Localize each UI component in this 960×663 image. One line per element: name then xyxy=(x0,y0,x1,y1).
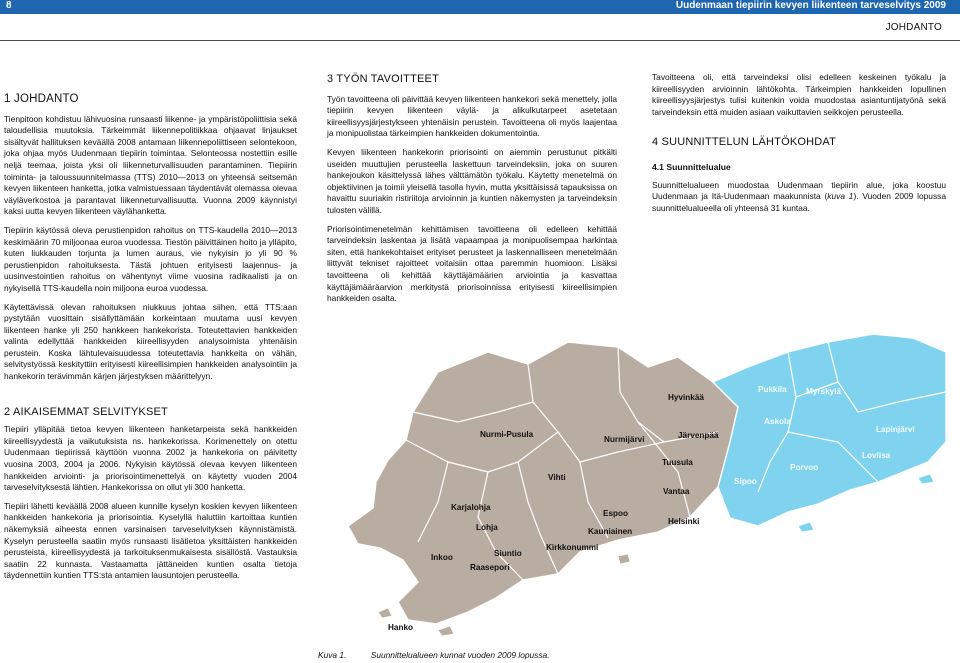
section-3-heading: 3 TYÖN TAVOITTEET xyxy=(327,73,439,85)
section-4-heading: 4 SUUNNITTELUN LÄHTÖKOHDAT xyxy=(652,136,837,149)
caption-text: Suunnittelualueen kunnat vuoden 2009 lopussa. xyxy=(370,650,550,660)
page-number: 8 xyxy=(6,0,12,11)
caption-label: Kuva 1. xyxy=(318,650,347,660)
place-label: Nurmi-Pusula xyxy=(480,430,534,439)
document-title: Uudenmaan tiepiirin kevyen liikenteen tarveselvitys 2009 xyxy=(675,0,946,11)
section-3-paragraph-2: Kevyen liikenteen hankekorin priorisointi on aiemmin perustunut pitkälti useiden muuttujien perusteella laskettuun tarveindeksiin, joka on suuren hankejoukon käsittelyssä lähes välttämätön työkalu. Käytetty menetelmä on objektiivinen ja toimii yleisellä tasolla hyvin, mutta yksittäisissä tapauksissa on havaittu suuriakin ristiriitoja arvioinnin ja kuntien näkemysten ja tarveindeksin tulosten välillä. xyxy=(327,146,617,215)
place-label: Inkoo xyxy=(431,553,453,562)
section-label: JOHDANTO xyxy=(885,22,942,33)
place-label: Raasepori xyxy=(470,563,510,572)
place-label: Kirkkonummi xyxy=(546,543,599,552)
place-label: Porvoo xyxy=(790,463,819,472)
place-label: Vihti xyxy=(548,473,566,482)
place-label: Helsinki xyxy=(668,517,700,526)
place-label: Myrskylä xyxy=(806,387,842,396)
section-3-paragraph-3: Priorisointimenetelmän kehittämisen tavoitteena oli edelleen kehittää tarveindeksin laskentaa ja lisätä vapaampaa ja monipuolisempaa harkintaa siten, että hankekohtaiset erityiset perusteet ja laskennalliseen menetelmään liittyvät tekniset rajoitteet voitaisiin ottaa paremmin huomioon. Lisäksi tavoitteena oli kehittää käyttäjämäärien arviointia ja kasvattaa käyttäjämääräarvion merkitystä priorisoinnissa erityisesti kiireellisimpien hankkeiden osalta. xyxy=(327,223,617,304)
figure-reference: kuva 1 xyxy=(827,191,854,202)
column-left xyxy=(4,94,297,582)
place-label: Kauniainen xyxy=(588,527,633,536)
place-label: Hyvinkää xyxy=(668,393,704,402)
column-3-paragraph-1: Tavoitteena oli, että tarveindeksi olisi edelleen keskeinen työkalu ja kiireellisyyden arvioinnin lähtökohta. Tärkeimpien hankkeiden lopullinen kiireellisyysjärjestys tulisi kuitenkin voida muodostaa asiantuntijatyönä sekä tarveindeksin että muiden asiaan vaikuttavien seikkojen perusteella. xyxy=(652,72,946,117)
place-label: Lohja xyxy=(476,523,498,532)
section-2-heading: 2 AIKAISEMMAT SELVITYKSET xyxy=(4,405,168,418)
column-right xyxy=(652,72,946,214)
figure-caption xyxy=(318,650,572,660)
place-label: Espoo xyxy=(603,509,629,518)
section-4-1-text-a: Suunnittelualueen muodostaa Uudenmaan tiepiirin alue, joka koostuu Uudenmaan ja Itä-Uudenmaan maakunnista ( xyxy=(652,179,946,202)
header-bar xyxy=(0,0,960,14)
section-2-paragraph-2: Tiepiiri lähetti keväällä 2008 alueen kunnille kyselyn koskien kevyen liikenteen hankkeiden hankekoria ja priorisointia. Kyselyllä haluttiin kartoittaa kuntien näkemyksiä aiheesta ennen varsinaisen tarveselvityksen käynnistämistä. Kyselyn perusteella saatiin myös runsaasti lisätietoa yksittäisten hankkeiden perusteista, kiireellisyydestä ja tarkoituksenmukaisesta sisällöstä. Vastauksia saatiin 22 kunnasta. Vastaamatta jättäneiden kuntien osalta tietoja täydennettiin kuntien TTS:sta antamien lausuntojen perusteella. xyxy=(4,500,297,581)
place-label: Järvenpää xyxy=(678,431,719,440)
section-4-1-heading: 4.1 Suunnittelualue xyxy=(652,161,731,172)
column-middle xyxy=(327,74,617,305)
place-label: Vantaa xyxy=(663,487,690,496)
section-4-1-paragraph xyxy=(652,180,946,215)
place-label: Hanko xyxy=(388,623,414,632)
place-label: Loviisa xyxy=(862,451,891,460)
header-divider xyxy=(0,40,960,41)
section-1-heading: 1 JOHDANTO xyxy=(4,93,79,105)
place-label: Tuusula xyxy=(662,458,693,467)
place-label: Lapinjärvi xyxy=(876,425,915,434)
place-label: Karjalohja xyxy=(451,503,491,512)
section-1-paragraph-2: Tiepiirin käytössä oleva perustienpidon rahoitus on TTS-kaudella 2010—2013 keskimäärin 70 miljoonaa euroa vuodessa. Tiestön päivittäinen hoito ja ylläpito, kuten liukkauden torjunta ja lumen auraus, vie nykyisin jo yli 90 % perustienpidon rahoituksesta. Tästä johtuen erityisesti laajennus- ja uusinvestointien rahoitus on vähentynyt viime vuosina radikaalisti ja on nykyisellä TTS-kaudella noin miljoona euroa vuodessa. xyxy=(4,224,297,293)
place-label: Pukkila xyxy=(758,385,787,394)
place-label: Sipoo xyxy=(734,477,757,486)
section-1-paragraph-1: Tienpitoon kohdistuu lähivuosina runsaasti liikenne- ja ympäristöpoliittisia sekä taloudellisia muutoksia. Tärkeimmät liikennepolitiikkaa ohjaavat linjaukset sisältyvät hallituksen keväällä 2008 antamaan liikennepoliittiseen selontekoon, joka ohjaa myös Uudenmaan tiepiirin toimintaa. Selonteossa nostettiin esille neljä teemaa, joista yksi oli liikenneturvallisuuden parantaminen. Tiepiirin toiminta- ja taloussuunnitelmassa (TTS) 2010—2013 on yhteensä seitsemän kevyen liikenteen hanketta, jotka valmistuessaan täydentävät olemassa olevaa väyläverkostoa ja parantavat liikenneturvallisuutta. Vuonna 2009 käynnistyi kaksi uutta kevyen liikenteen väylähanketta. xyxy=(4,113,297,217)
section-4-1-text-b: ). Vuoden 2009 lopussa suunnittelualueella oli yhteensä 31 kuntaa. xyxy=(652,191,946,213)
place-label: Nurmijärvi xyxy=(604,435,645,444)
section-2-paragraph-1: Tiepiiri ylläpitää tietoa kevyen liikenteen hanketarpeista sekä hankkeiden kiireellisyydestä ja vaikutuksista ns. hankekorissa. Korimenettely on otettu Uudenmaan tiepiirissä käyttöön vuonna 2002 ja hankekoria on päivitetty vuosina 2003, 2004 ja 2006. Nykyisin käytössä olevaa kevyen liikenteen hankkeiden arviointi- ja priorisointimenettelyä on käytetty vuoden 2004 tarveselvityksestä lähtien. Hankekorissa on ollut yli 300 hanketta. xyxy=(4,424,297,493)
section-3-paragraph-1: Työn tavoitteena oli päivittää kevyen liikenteen hankekori sekä menettely, jolla tiepiirin kevyen liikenteen väylä- ja alikulkutarpeet asetetaan kiireellisyysjärjestykseen yhtenäisin perustein. Tavoitteena oli myös laajentaa ja monipuolistaa tärkeimpien hankkeiden dokumentointia. xyxy=(327,93,617,139)
region-map xyxy=(318,312,950,640)
place-label: Siuntio xyxy=(494,549,522,558)
section-1-paragraph-3: Käytettävissä olevan rahoituksen niukkuus johtaa siihen, että TTS:aan pystytään vuosittain sisällyttämään korkeintaan muutama uusi kevyen liikenteen hanke yli 250 hankkeen hankekorista. Toteutettavien hankkeiden valinta edellyttää hankkeiden kiireellisyyden analysoimista yhtenäisin perustein. Koska lähtulevaisuudessa toteutettavia hankkeita on vähän, selvitystyössä keskityttiin erityisesti kiireellisimpien hankkeiden analysointiin ja hankekorin terävimmän kärjen järjestyksen määrittelyyn. xyxy=(4,301,297,382)
place-label: Askola xyxy=(764,417,791,426)
